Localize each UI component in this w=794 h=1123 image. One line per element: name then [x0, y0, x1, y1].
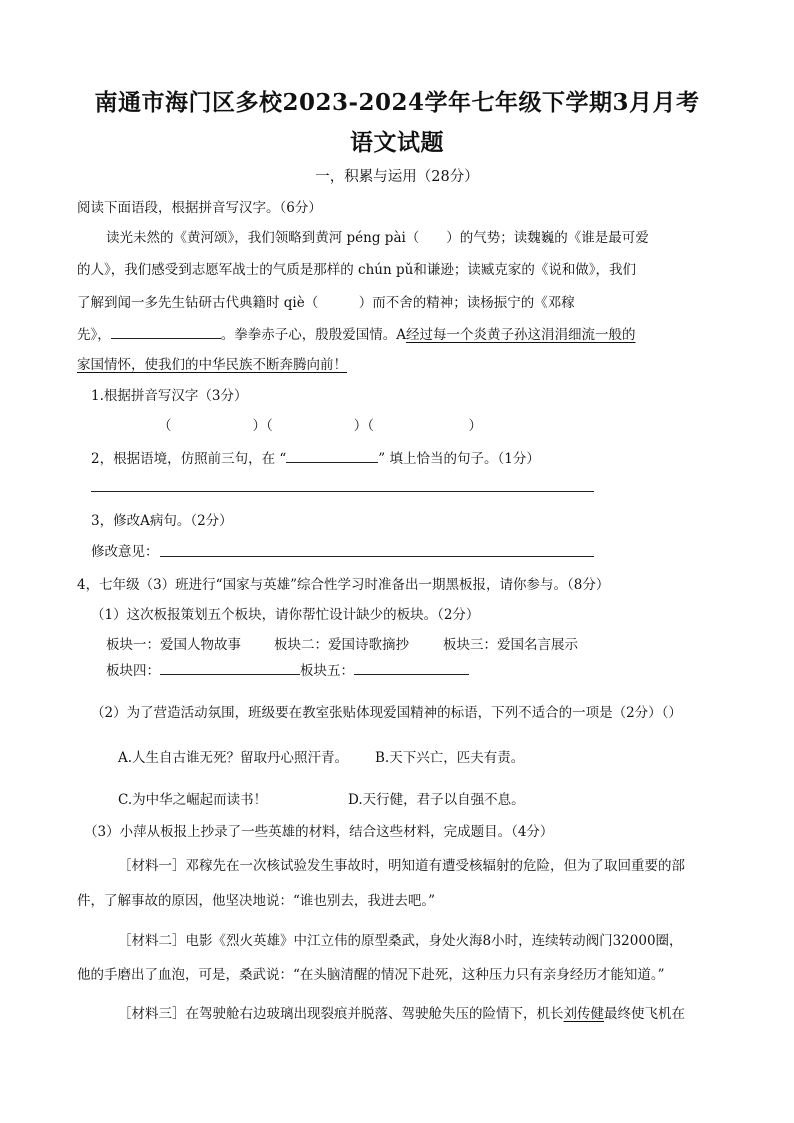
material-3-text-end: 最终使飞机在 — [604, 1006, 685, 1022]
block-4 — [106, 660, 300, 681]
q1-label: 1.根据拼音写汉字（3分） — [91, 388, 248, 404]
sentence-a-underlined: 经过每一个炎黄子孙这涓涓细流一般的 — [406, 327, 636, 343]
passage-line-1: 读光未然的《黄河颂》，我们领略到黄河 péng pài（ ）的气势；读魏巍的《谁是最可爱 — [106, 230, 649, 246]
block-2: 板块二：爱国诗歌摘抄 — [274, 637, 409, 653]
block-5-label: 板块五： — [300, 663, 354, 679]
block-1: 板块一：爱国人物故事 — [106, 637, 241, 653]
option-d[interactable]: D.天行健，君子以自强不息。 — [348, 792, 525, 808]
option-b[interactable]: B.天下兴亡，匹夫有责。 — [375, 750, 525, 766]
passage-line-5: 家国情怀，使我们的中华民族不断奔腾向前！ — [77, 357, 347, 373]
passage-line-3: 了解到闻一多先生钻研古代典籍时 qiè（ ）而不舍的精神；读杨振宁的《邓稼 — [77, 295, 575, 311]
block-5-blank[interactable] — [354, 660, 469, 675]
q1-answer-blanks[interactable]: （ ）（ ）（ ） — [158, 418, 482, 434]
passage-line-4-mid: 。拳拳赤子心，殷殷爱国情。A — [220, 327, 406, 343]
option-c[interactable]: C.为中华之崛起而读书！ — [118, 792, 268, 808]
exam-title: 南通市海门区多校2023-2024学年七年级下学期3月月考 — [94, 89, 700, 116]
q3-opinion-label: 修改意见： — [91, 544, 159, 560]
material-1-line-2: 件，了解事故的原因，他坚决地说：“谁也别去，我进去吧。” — [77, 893, 436, 909]
q4-part3-label: （3）小萍从板报上抄录了一些英雄的材料，结合这些材料，完成题目。（4分） — [84, 824, 554, 840]
captain-name: 刘传健 — [563, 1006, 604, 1022]
q4-part2-label: （2）为了营造活动氛围，班级要在教室张贴体现爱国精神的标语，下列不适合的一项是（2分）（） — [91, 705, 682, 721]
q2-blank[interactable] — [286, 448, 378, 463]
q2-label-start: 2，根据语境，仿照前三句，在 “ — [91, 451, 287, 467]
q3-answer-line[interactable] — [160, 556, 594, 557]
material-2-line-2: 他的手磨出了血泡，可是，桑武说：“在头脑清醒的情况下赴死，这种压力只有亲身经历才能知道。” — [77, 967, 665, 983]
q2-label-end: ” 填上恰当的句子。（1分） — [378, 451, 540, 467]
option-a[interactable]: A.人生自古谁无死？留取丹心照汗青。 — [118, 750, 349, 766]
material-1-line-1: ［材料一］邓稼先在一次核试验发生事故时，明知道有遭受核辐射的危险，但为了取回重要的部 — [118, 858, 685, 874]
material-3-text-start: ［材料三］在驾驶舱右边玻璃出现裂痕并脱落、驾驶舱失压的险情下，机长 — [118, 1006, 564, 1022]
block-4-blank[interactable] — [160, 660, 300, 675]
q4-part1-label: （1）这次板报策划五个板块，请你帮忙设计缺少的板块。（2分） — [91, 607, 480, 623]
block-5 — [300, 660, 469, 681]
material-3-line-1 — [118, 1004, 685, 1024]
section-heading: 一，积累与运用（28分） — [315, 169, 479, 185]
exam-subtitle: 语文试题 — [350, 129, 444, 156]
passage-line-4 — [77, 324, 636, 345]
material-2-line-1: ［材料二］电影《烈火英雄》中江立伟的原型桑武，身处火海8小时，连续转动阀门32000圈， — [118, 933, 683, 949]
passage-line-4-start: 先》， — [77, 327, 111, 343]
block-3: 板块三：爱国名言展示 — [443, 637, 578, 653]
block-4-label: 板块四： — [106, 663, 160, 679]
q4-label: 4，七年级（3）班进行“国家与英雄”综合性学习时准备出一期黑板报，请你参与。（8分） — [77, 577, 610, 593]
passage-intro: 阅读下面语段，根据拼音写汉字。（6分） — [77, 200, 322, 216]
passage-fill-blank[interactable] — [111, 324, 221, 339]
q3-label: 3，修改A病句。（2分） — [91, 513, 233, 529]
q2-label — [91, 448, 540, 469]
q2-answer-line[interactable] — [91, 491, 594, 492]
passage-line-2: 的人》，我们感受到志愿军战士的气质是那样的 chún pǔ和谦逊；读臧克家的《说和做》，我们 — [77, 262, 637, 278]
